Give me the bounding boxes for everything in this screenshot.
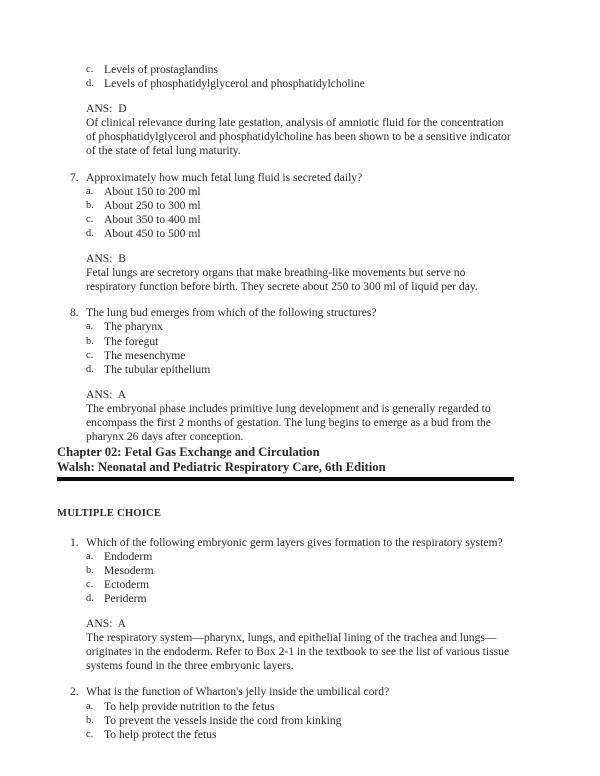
option-letter: c. (86, 578, 94, 590)
option-item (57, 714, 515, 728)
option-letter: a. (86, 185, 94, 197)
answer-rationale: The embryonal phase includes primitive lung development and is generally regarded to encompass the first 2 months of gestation. The lung begins to emerge as a bud from the pharynx 26 days after conception. (86, 401, 491, 444)
answer-label: ANS: D (86, 102, 127, 116)
answer-rationale: Fetal lungs are secretory organs that make breathing-like movements but serve no respiratory function before birth. They secrete about 250 to 300 ml of liquid per day. (86, 266, 478, 294)
option-item (57, 213, 515, 227)
chapter-heading (57, 445, 515, 475)
option-text: About 250 to 300 ml (104, 198, 201, 212)
option-item (57, 363, 515, 377)
option-item (57, 185, 515, 199)
option-text: Mesoderm (104, 563, 154, 577)
question-block (57, 306, 515, 444)
question-number: 2. (70, 685, 79, 699)
answer-label: ANS: A (86, 617, 126, 631)
option-item (57, 77, 515, 91)
question-stem-line (57, 536, 515, 550)
option-text: The tubular epithelium (104, 362, 211, 376)
option-item (57, 199, 515, 213)
option-item (57, 227, 515, 241)
option-list (57, 550, 515, 606)
answer-block (86, 388, 515, 444)
question-stem: The lung bud emerges from which of the following structures? (86, 306, 377, 320)
option-letter: a. (86, 550, 94, 562)
option-list (57, 320, 515, 376)
option-letter: b. (86, 335, 94, 347)
option-text: Periderm (104, 591, 147, 605)
answer-block (86, 617, 515, 673)
option-text: About 150 to 200 ml (104, 184, 201, 198)
option-item (57, 728, 515, 742)
continued-question-options (57, 63, 515, 91)
option-letter: d. (86, 78, 94, 90)
option-text: Ectoderm (104, 577, 150, 591)
option-letter: b. (86, 564, 94, 576)
option-list (57, 700, 515, 742)
option-letter: b. (86, 714, 94, 726)
option-letter: d. (86, 227, 94, 239)
option-text: The mesenchyme (104, 348, 186, 362)
option-text: Levels of prostaglandins (104, 63, 218, 76)
option-letter: c. (86, 349, 94, 361)
option-item (57, 550, 515, 564)
answer-label: ANS: B (86, 252, 126, 266)
option-item (57, 320, 515, 334)
answer-rationale: The respiratory system—pharynx, lungs, and epithelial lining of the trachea and lungs—originates in the endoderm. Refer to Box 2-1 in the textbook to see the list of various tissue systems found in the three embryonic layers. (86, 631, 510, 673)
answer-label: ANS: A (86, 387, 126, 401)
option-text: To prevent the vessels inside the cord from kinking (104, 713, 342, 727)
answer-block (86, 252, 515, 294)
question-block (57, 536, 515, 674)
option-item (57, 349, 515, 363)
question-stem-line (57, 685, 515, 699)
option-text: The foregut (104, 334, 159, 348)
option-letter: d. (86, 363, 94, 375)
option-text: About 450 to 500 ml (104, 226, 201, 240)
option-letter: c. (86, 728, 94, 740)
question-stem: Which of the following embryonic germ layers gives formation to the respiratory system? (86, 535, 503, 549)
option-text: About 350 to 400 ml (104, 212, 201, 226)
option-item (57, 578, 515, 592)
question-block (57, 171, 515, 295)
answer-rationale: Of clinical relevance during late gestation, analysis of amniotic fluid for the concentration of phosphatidylglycerol and phosphatidylcholine has been shown to be a sensitive indicator of the state of fetal lung maturity. (86, 116, 511, 158)
chapter-heading-line1: Chapter 02: Fetal Gas Exchange and Circulation (57, 445, 320, 460)
option-letter: a. (86, 321, 94, 333)
option-item (57, 700, 515, 714)
answer-block (86, 102, 515, 158)
option-text: To help provide nutrition to the fetus (104, 699, 275, 713)
heading-divider-rule (57, 477, 514, 481)
section-heading: MULTIPLE CHOICE (57, 507, 162, 519)
question-number: 8. (70, 306, 79, 320)
question-stem-line (57, 306, 515, 320)
option-letter: c. (86, 64, 94, 75)
option-letter: a. (86, 700, 94, 712)
option-item (57, 564, 515, 578)
question-stem: Approximately how much fetal lung fluid is secreted daily? (86, 170, 363, 184)
question-stem-line (57, 171, 515, 185)
option-item (57, 63, 515, 77)
question-number: 7. (70, 170, 79, 184)
option-text: Levels of phosphatidylglycerol and phosphatidylcholine (104, 77, 365, 91)
option-text: To help protect the fetus (104, 727, 217, 741)
option-text: The pharynx (104, 320, 163, 334)
option-letter: c. (86, 213, 94, 225)
option-text: Endoderm (104, 549, 153, 563)
question-number: 1. (70, 535, 79, 549)
option-list (57, 185, 515, 241)
option-letter: b. (86, 199, 94, 211)
question-block (57, 685, 515, 741)
option-item (57, 592, 515, 606)
document-content (57, 63, 515, 742)
chapter-heading-line2: Walsh: Neonatal and Pediatric Respiratory Care, 6th Edition (57, 460, 386, 475)
option-item (57, 335, 515, 349)
question-stem: What is the function of Wharton's jelly inside the umbilical cord? (86, 685, 390, 699)
option-letter: d. (86, 592, 94, 604)
